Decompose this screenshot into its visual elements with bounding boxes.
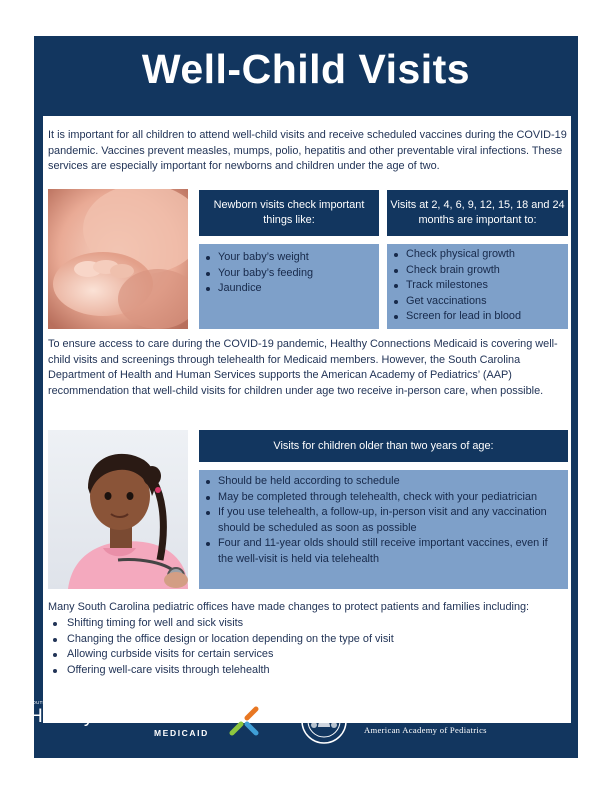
offices-intro: Many South Carolina pediatric offices have made changes to protect patients and families including: xyxy=(48,601,530,613)
offices-list xyxy=(48,616,568,678)
list-item: Check brain growth xyxy=(387,263,568,279)
list-item: Screen for lead in blood xyxy=(387,309,568,325)
aap-sc-chapter-logo xyxy=(300,695,540,747)
visits-heading: Visits at 2, 4, 6, 9, 12, 15, 18 and 24 months are important to: xyxy=(387,190,568,236)
list-item: Four and 11-year olds should still receive important vaccines, even if the well-visit is held via telehealth xyxy=(199,536,558,567)
list-item: Your baby’s weight xyxy=(199,250,379,266)
visits-list-box xyxy=(387,244,568,329)
list-item: If you use telehealth, a follow-up, in-person visit and any vaccination should be scheduled as soon as possible xyxy=(199,505,558,536)
list-item: Allowing curbside visits for certain services xyxy=(48,647,568,663)
newborn-list-box xyxy=(199,244,379,329)
newborn-heading: Newborn visits check important things like: xyxy=(199,190,379,236)
aap-seal-icon xyxy=(300,697,348,745)
list-item: May be completed through telehealth, check with your pediatrician xyxy=(199,490,558,506)
chapter-title: South Carolina Chapter xyxy=(354,705,489,720)
page-title: Well-Child Visits xyxy=(141,46,471,92)
list-item: Should be held according to schedule xyxy=(199,474,558,490)
poster-frame xyxy=(34,36,578,758)
newborn-photo xyxy=(48,189,188,329)
content-panel xyxy=(43,116,571,723)
list-item: Track milestones xyxy=(387,278,568,294)
list-item: Offering well-care visits through telehealth xyxy=(48,663,568,679)
intro-paragraph: It is important for all children to attend well-child visits and receive scheduled vaccines during the COVID-19 pandemic. Vaccines prevent measles, mumps, polio, hepatitis and other preventable viral infections. These services are especially important for newborns and children under the age of two. xyxy=(48,129,567,173)
list-item: Your baby’s feeding xyxy=(199,266,379,282)
telehealth-paragraph: To ensure access to care during the COVID-19 pandemic, Healthy Connections Medicaid is covering well-child visits and screenings through telehealth for Medicaid members. However, the South Carolina Department of Health and Human Services supports the American Academy of Pediatrics’ (AAP) recommendation that well-child visits for children under age two receive in-person care, when possible. xyxy=(48,338,558,397)
list-item: Jaundice xyxy=(199,281,379,297)
healthy-connections-wordmark: Healthy Connections xyxy=(29,706,205,727)
medicaid-wordmark: MEDICAID xyxy=(154,728,209,738)
list-item: Changing the office design or location depending on the type of visit xyxy=(48,632,568,648)
list-item: Get vaccinations xyxy=(387,294,568,310)
older-list-box xyxy=(199,470,568,589)
older-heading: Visits for children older than two years of age: xyxy=(199,430,568,462)
list-item: Shifting timing for well and sick visits xyxy=(48,616,568,632)
child-photo xyxy=(48,430,188,589)
aap-name: American Academy of Pediatrics xyxy=(364,725,487,735)
scdhhs-caption: SOUTH CAROLINA DEPARTMENT OF HEALTH AND HUMAN SERVICES xyxy=(29,700,193,705)
healthy-connections-logo xyxy=(29,700,259,740)
list-item: Check physical growth xyxy=(387,247,568,263)
healthy-connections-mark-icon xyxy=(229,706,259,736)
